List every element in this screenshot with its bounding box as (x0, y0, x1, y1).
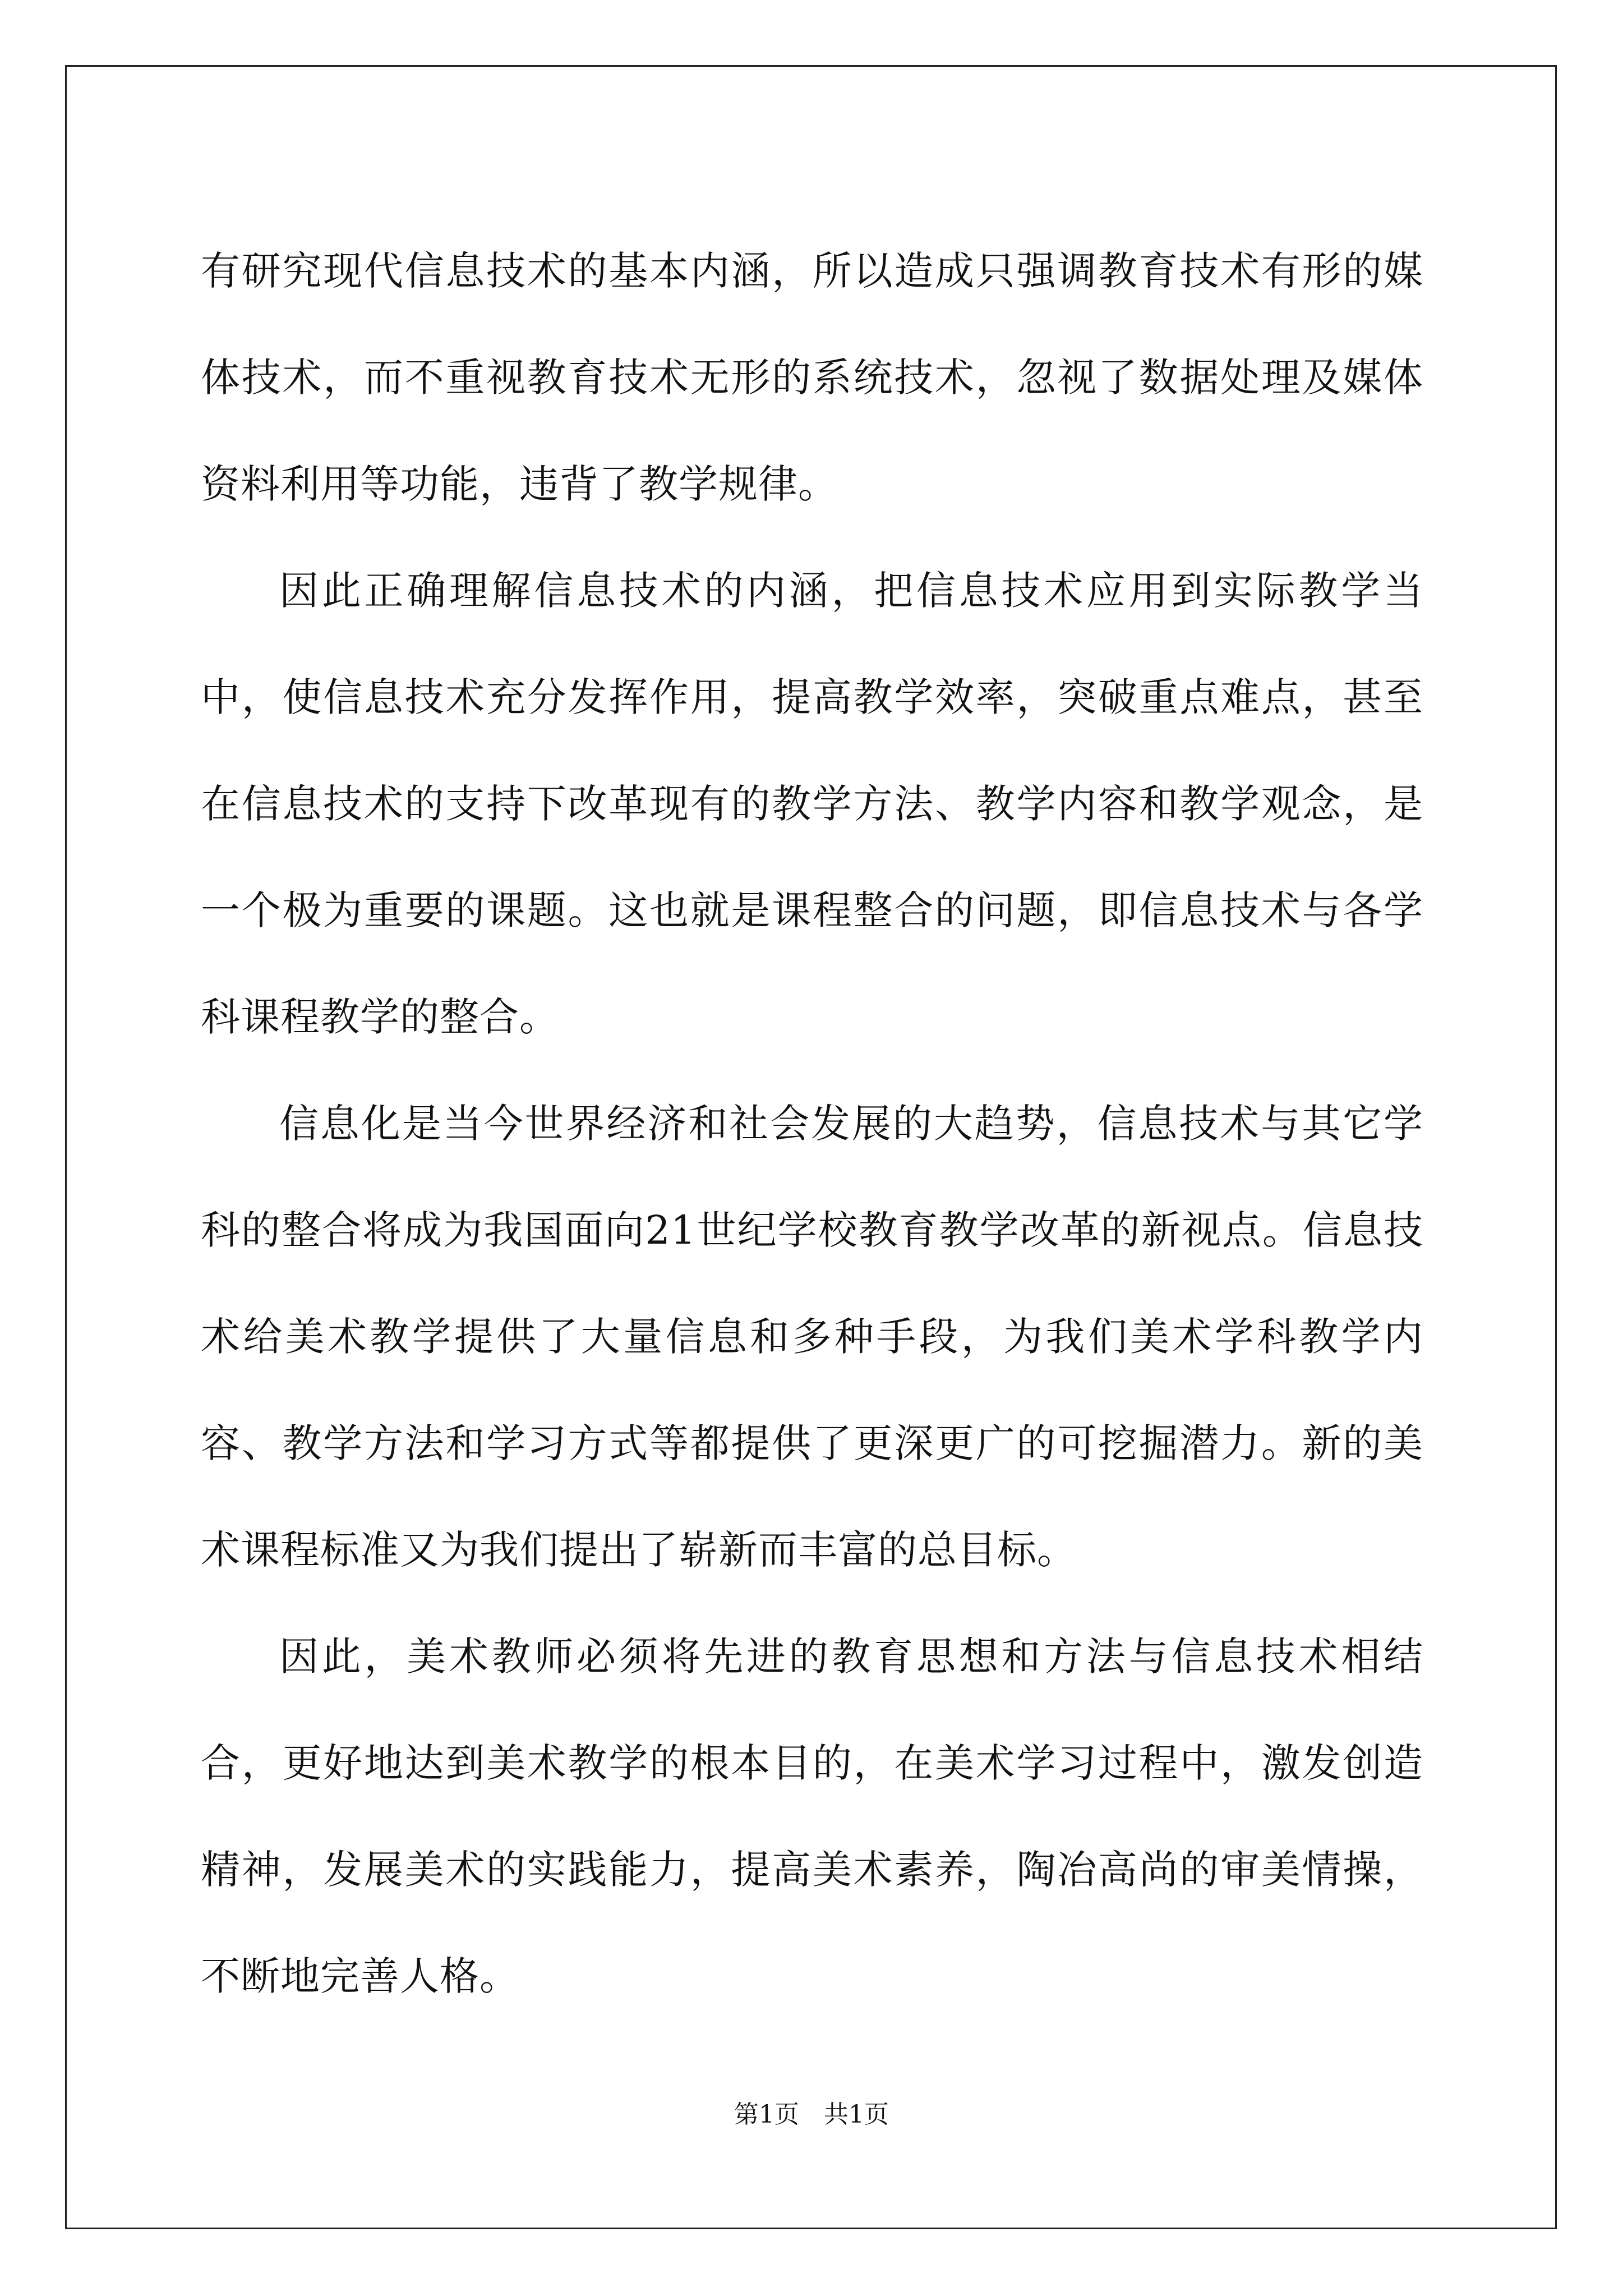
paragraph: 因此，美术教师必须将先进的教育思想和方法与信息技术相结合，更好地达到美术教学的根本目的，在美术学习过程中，激发创造精神，发展美术的实践能力，提高美术素养，陶冶高尚的审美情操，不断地完善人格。 (201, 1634, 1423, 1999)
paragraph: 因此正确理解信息技术的内涵，把信息技术应用到实际教学当中，使信息技术充分发挥作用，提高教学效率，突破重点难点，甚至在信息技术的支持下改革现有的教学方法、教学内容和教学观念，是一个极为重要的课题。这也就是课程整合的问题，即信息技术与各学科课程教学的整合。 (201, 568, 1423, 1040)
paragraph: 有研究现代信息技术的基本内涵，所以造成只强调教育技术有形的媒体技术，而不重视教育技术无形的系统技术，忽视了数据处理及媒体资料利用等功能，违背了教学规律。 (201, 248, 1423, 507)
document-body (201, 218, 1423, 2030)
paragraph: 信息化是当今世界经济和社会发展的大趋势，信息技术与其它学科的整合将成为我国面向21世纪学校教育教学改革的新视点。信息技术给美术教学提供了大量信息和多种手段，为我们美术学科教学内容、教学方法和学习方式等都提供了更深更广的可挖掘潜力。新的美术课程标准又为我们提出了崭新而丰富的总目标。 (201, 1101, 1423, 1573)
page-footer: 第1页 共1页 (734, 2100, 889, 2129)
